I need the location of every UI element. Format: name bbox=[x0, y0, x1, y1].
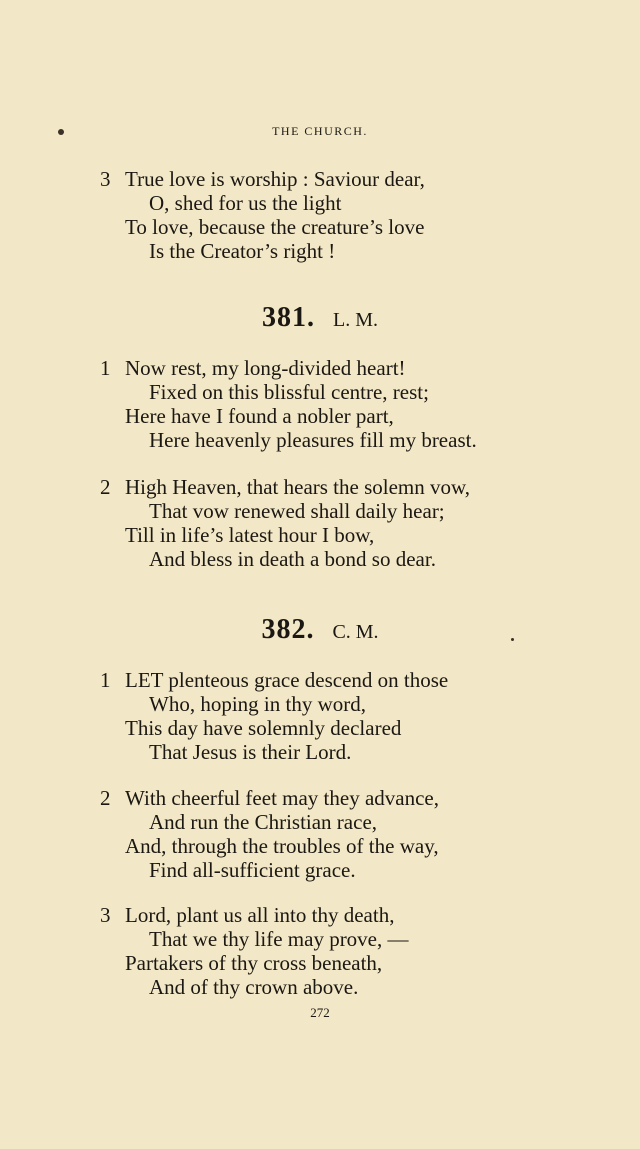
line-text: Here heavenly pleasures fill my breast. bbox=[149, 428, 477, 452]
stanza bbox=[100, 786, 620, 882]
stanza-line bbox=[100, 927, 620, 951]
stanza-line bbox=[100, 716, 620, 740]
stanza-line bbox=[100, 499, 620, 523]
stanza-line bbox=[100, 547, 620, 571]
stanza bbox=[100, 903, 620, 999]
line-text: And, through the troubles of the way, bbox=[125, 834, 439, 858]
running-head: THE CHURCH. bbox=[272, 124, 368, 138]
stanza-number: 2 bbox=[100, 475, 111, 499]
line-text: Fixed on this blissful centre, rest; bbox=[149, 380, 429, 404]
stanza-number: 3 bbox=[100, 903, 111, 927]
stanza-line bbox=[100, 975, 620, 999]
stanza-line bbox=[100, 951, 620, 975]
stanza-line bbox=[100, 858, 620, 882]
stanza-line bbox=[100, 428, 620, 452]
line-text: With cheerful feet may they advance, bbox=[125, 786, 439, 810]
line-text: That vow renewed shall daily hear; bbox=[149, 499, 445, 523]
stanza-line bbox=[100, 523, 620, 547]
line-text: This day have solemnly declared bbox=[125, 716, 402, 740]
stanza-line bbox=[100, 167, 620, 191]
stanza-line bbox=[100, 692, 620, 716]
hymn-meter: L. M. bbox=[333, 309, 378, 331]
stanza-line bbox=[100, 740, 620, 764]
hymn-heading bbox=[0, 302, 640, 334]
stanza-number: 1 bbox=[100, 356, 111, 380]
stanza-line bbox=[100, 191, 620, 215]
stanza-line bbox=[100, 356, 620, 380]
line-text: Partakers of thy cross beneath, bbox=[125, 951, 383, 975]
stanza bbox=[100, 475, 620, 571]
stanza-line bbox=[100, 239, 620, 263]
line-text: Who, hoping in thy word, bbox=[149, 692, 366, 716]
line-text: To love, because the creature’s love bbox=[125, 215, 425, 239]
line-text: Lord, plant us all into thy death, bbox=[125, 903, 395, 927]
line-text: Till in life’s latest hour I bow, bbox=[125, 523, 375, 547]
stanza-line bbox=[100, 215, 620, 239]
line-text: That Jesus is their Lord. bbox=[149, 740, 352, 764]
stanza-line bbox=[100, 903, 620, 927]
hymn-number: 381. bbox=[262, 302, 315, 333]
line-text: And bless in death a bond so dear. bbox=[149, 547, 436, 571]
stanza-line bbox=[100, 834, 620, 858]
stanza-line bbox=[100, 475, 620, 499]
stanza-number: 1 bbox=[100, 668, 111, 692]
line-text: Is the Creator’s right ! bbox=[149, 239, 336, 263]
page-number: 272 bbox=[310, 1005, 330, 1020]
line-text: High Heaven, that hears the solemn vow, bbox=[125, 475, 471, 499]
line-text: Find all-sufficient grace. bbox=[149, 858, 356, 882]
line-text: And of thy crown above. bbox=[149, 975, 359, 999]
stanza-line bbox=[100, 810, 620, 834]
line-text: Now rest, my long-divided heart! bbox=[125, 356, 406, 380]
line-text: LET plenteous grace descend on those bbox=[125, 668, 449, 692]
stanza-number: 3 bbox=[100, 167, 111, 191]
hymn-number: 382. bbox=[261, 614, 315, 645]
stanza-line bbox=[100, 404, 620, 428]
hymn-meter: C. M. bbox=[332, 621, 379, 643]
hymn-heading bbox=[0, 614, 640, 646]
stanza bbox=[100, 167, 620, 263]
line-text: Here have I found a nobler part, bbox=[125, 404, 394, 428]
line-text: O, shed for us the light bbox=[149, 191, 342, 215]
stanza-line bbox=[100, 786, 620, 810]
stanza-line bbox=[100, 668, 620, 692]
line-text: That we thy life may prove, — bbox=[149, 927, 409, 951]
stanza-line bbox=[100, 380, 620, 404]
stanza bbox=[100, 668, 620, 764]
line-text: True love is worship : Saviour dear, bbox=[125, 167, 425, 191]
stanza bbox=[100, 356, 620, 452]
stanza-number: 2 bbox=[100, 786, 111, 810]
line-text: And run the Christian race, bbox=[149, 810, 378, 834]
